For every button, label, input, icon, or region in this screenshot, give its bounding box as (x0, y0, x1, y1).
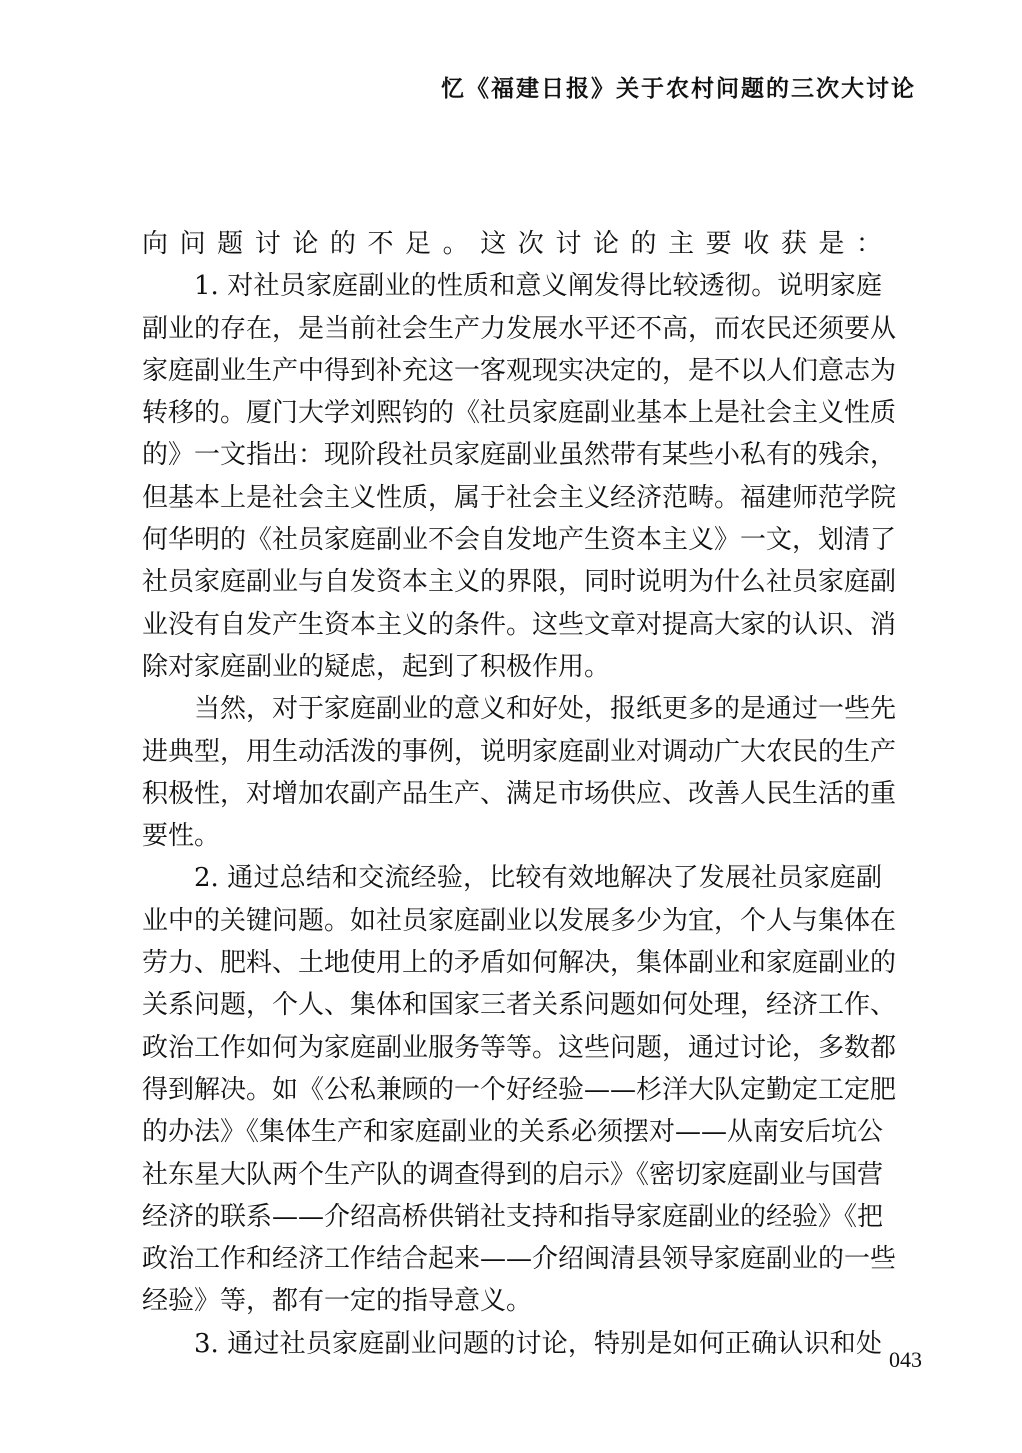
text-line: 2. 通过总结和交流经验，比较有效地解决了发展社员家庭副 (194, 863, 882, 894)
text-line: 积极性，对增加农副产品生产、满足市场供应、改善人民生活的重 (142, 778, 897, 809)
text-line: 何华明的《社员家庭副业不会自发地产生资本主义》一文，划清了 (142, 525, 897, 556)
text-line: 社员家庭副业与自发资本主义的界限，同时说明为什么社员家庭副 (142, 567, 897, 598)
text-line: 业中的关键问题。如社员家庭副业以发展多少为宜，个人与集体在 (142, 905, 897, 936)
text-line: 要性。 (142, 821, 221, 852)
text-line: 但基本上是社会主义性质，属于社会主义经济范畴。福建师范学院 (142, 482, 897, 513)
text-line: 社东星大队两个生产队的调查得到的启示》《密切家庭副业与国营 (142, 1159, 884, 1190)
text-line: 得到解决。如《公私兼顾的一个好经验——杉洋大队定勤定工定肥 (142, 1074, 897, 1105)
text-line: 劳力、肥料、土地使用上的矛盾如何解决，集体副业和家庭副业的 (142, 948, 897, 979)
text-line: 1. 对社员家庭副业的性质和意义阐发得比较透彻。说明家庭 (194, 271, 882, 302)
text-line: 副业的存在，是当前社会生产力发展水平还不高，而农民还须要从 (142, 313, 897, 344)
text-line: 关系问题，个人、集体和国家三者关系问题如何处理，经济工作、 (142, 990, 897, 1021)
text-line: 3. 通过社员家庭副业问题的讨论，特别是如何正确认识和处 (194, 1328, 882, 1359)
text-line: 转移的。厦门大学刘熙钧的《社员家庭副业基本上是社会主义性质 (142, 398, 897, 429)
text-line: 的办法》《集体生产和家庭副业的关系必须摆对——从南安后坑公 (142, 1117, 884, 1148)
text-line: 家庭副业生产中得到补充这一客观现实决定的，是不以人们意志为 (142, 355, 897, 386)
page-number: 043 (889, 1347, 922, 1372)
text-line: 经验》等，都有一定的指导意义。 (142, 1286, 533, 1317)
text-line: 进典型，用生动活泼的事例，说明家庭副业对调动广大农民的生产 (142, 736, 897, 767)
body-text (142, 223, 897, 1365)
text-line: 的》一文指出：现阶段社员家庭副业虽然带有某些小私有的残余， (142, 440, 897, 471)
text-line: 除对家庭副业的疑虑，起到了积极作用。 (142, 651, 611, 682)
text-line: 政治工作如何为家庭副业服务等等。这些问题，通过讨论，多数都 (142, 1032, 897, 1063)
text-line: 经济的联系——介绍高桥供销社支持和指导家庭副业的经验》《把 (142, 1201, 884, 1232)
text-line: 当然，对于家庭副业的意义和好处，报纸更多的是通过一些先 (194, 694, 897, 725)
text-line: 业没有自发产生资本主义的条件。这些文章对提高大家的认识、消 (142, 609, 897, 640)
text-line: 向问题讨论的不足。这次讨论的主要收获是： (142, 229, 882, 259)
running-header: 忆《福建日报》关于农村问题的三次大讨论 (441, 75, 916, 102)
text-line: 政治工作和经济工作结合起来——介绍闽清县领导家庭副业的一些 (142, 1244, 897, 1275)
